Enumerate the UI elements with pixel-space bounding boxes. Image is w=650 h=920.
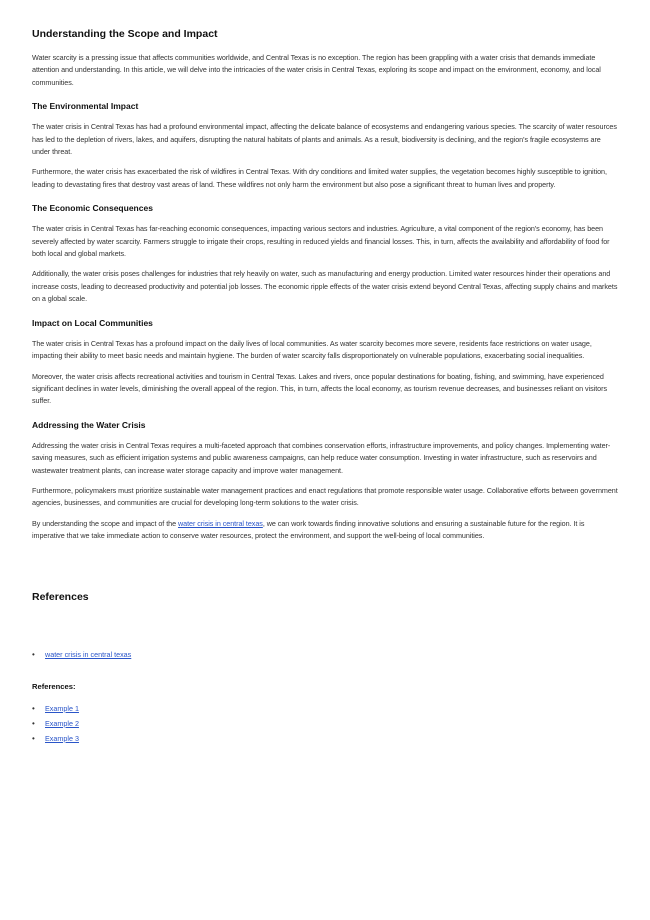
economic-paragraph-1: The water crisis in Central Texas has far-reaching economic consequences, impacting various sectors and industries. Agriculture, a vital component of the region's economy, has been severely affected by water scarcity. Farmers struggle to irrigate their crops, resulting in reduced yields and financial losses. This, in turn, affects the availability and affordability of food for both local and global markets.: [32, 224, 610, 259]
references-title: References: [32, 590, 89, 603]
section-heading-addressing: Addressing the Water Crisis: [32, 419, 146, 430]
closing-text-after: , we can work towards finding innovative solutions and ensuring a sustainable future for the region. It is imperative that we take immediate action to conserve water resources, protect the environment, and support the well-being of local communities.: [32, 518, 585, 541]
references-subtitle: References:: [32, 681, 76, 691]
list-item: [32, 731, 618, 746]
list-item: [32, 701, 618, 716]
example-link-list: [32, 701, 618, 746]
reference-link-list: [32, 647, 618, 662]
closing-paragraph: [32, 518, 618, 543]
environmental-paragraph-2: Furthermore, the water crisis has exacerbated the risk of wildfires in Central Texas. With dry conditions and limited water supplies, the vegetation becomes highly susceptible to ignition, leading to devastating fires that destroy vast areas of land. These wildfires not only harm the environment but also pose a significant threat to human lives and property.: [32, 167, 607, 189]
communities-paragraph-2: Moreover, the water crisis affects recreational activities and tourism in Central Texas. Lakes and rivers, once popular destinations for boating, fishing, and swimming, have experienced significant declines in water levels, diminishing the overall appeal of the region. This, in turn, affects the local economy, as tourism revenue decreases, and businesses reliant on visitors suffer.: [32, 371, 607, 406]
addressing-paragraph-2: Furthermore, policymakers must prioritize sustainable water management practices and enact regulations that promote responsible water usage. Collaborative efforts between government agencies, businesses, and communities are crucial for developing long-term solutions to the water crisis.: [32, 485, 618, 508]
reference-link[interactable]: water crisis in central texas: [45, 649, 132, 659]
example-link-1[interactable]: Example 1: [45, 703, 79, 713]
example-link-3[interactable]: Example 3: [45, 733, 79, 743]
example-link-2[interactable]: Example 2: [45, 718, 79, 728]
closing-text-before: By understanding the scope and impact of the: [32, 518, 178, 528]
intro-paragraph: Water scarcity is a pressing issue that affects communities worldwide, and Central Texas is no exception. The region has been grappling with a water crisis that demands immediate attention and understanding. In this article, we will delve into the intricacies of the water crisis in Central Texas, exploring its scope and impact on the environment, economy, and local communities.: [32, 53, 601, 87]
list-item: [32, 647, 618, 662]
section-heading-economic: The Economic Consequences: [32, 203, 153, 214]
page-title: Understanding the Scope and Impact: [32, 28, 218, 40]
closing-link[interactable]: water crisis in central texas: [178, 518, 263, 528]
section-heading-environmental: The Environmental Impact: [32, 101, 139, 112]
economic-paragraph-2: Additionally, the water crisis poses challenges for industries that rely heavily on water, such as manufacturing and energy production. Limited water resources hinder their operations and increase costs, leading to decreased productivity and potential job losses. The economic ripple effects of the water crisis extend beyond Central Texas, affecting supply chains and markets on a global scale.: [32, 269, 618, 304]
section-heading-communities: Impact on Local Communities: [32, 317, 153, 328]
addressing-paragraph-1: Addressing the water crisis in Central Texas requires a multi-faceted approach that combines conservation efforts, infrastructure improvements, and policy changes. Implementing water-saving measures, such as efficient irrigation systems and public awareness campaigns, can help reduce water consumption. Investing in water infrastructure, such as reservoirs and wastewater treatment plants, can increase water storage capacity and improve water management.: [32, 440, 611, 475]
communities-paragraph-1: The water crisis in Central Texas has a profound impact on the daily lives of local communities. As water scarcity becomes more severe, residents face restrictions on water usage, impacting their ability to meet basic needs and maintain hygiene. The burden of water scarcity falls disproportionately on vulnerable populations, exacerbating social inequalities.: [32, 338, 592, 361]
list-item: [32, 716, 618, 731]
environmental-paragraph-1: The water crisis in Central Texas has had a profound environmental impact, affecting the delicate balance of ecosystems and endangering various species. The scarcity of water resources has led to the depletion of rivers, lakes, and aquifers, disrupting the natural habitats of plants and animals. As a result, biodiversity is declining, and the region's fragile ecosystems are under threat.: [32, 122, 617, 157]
